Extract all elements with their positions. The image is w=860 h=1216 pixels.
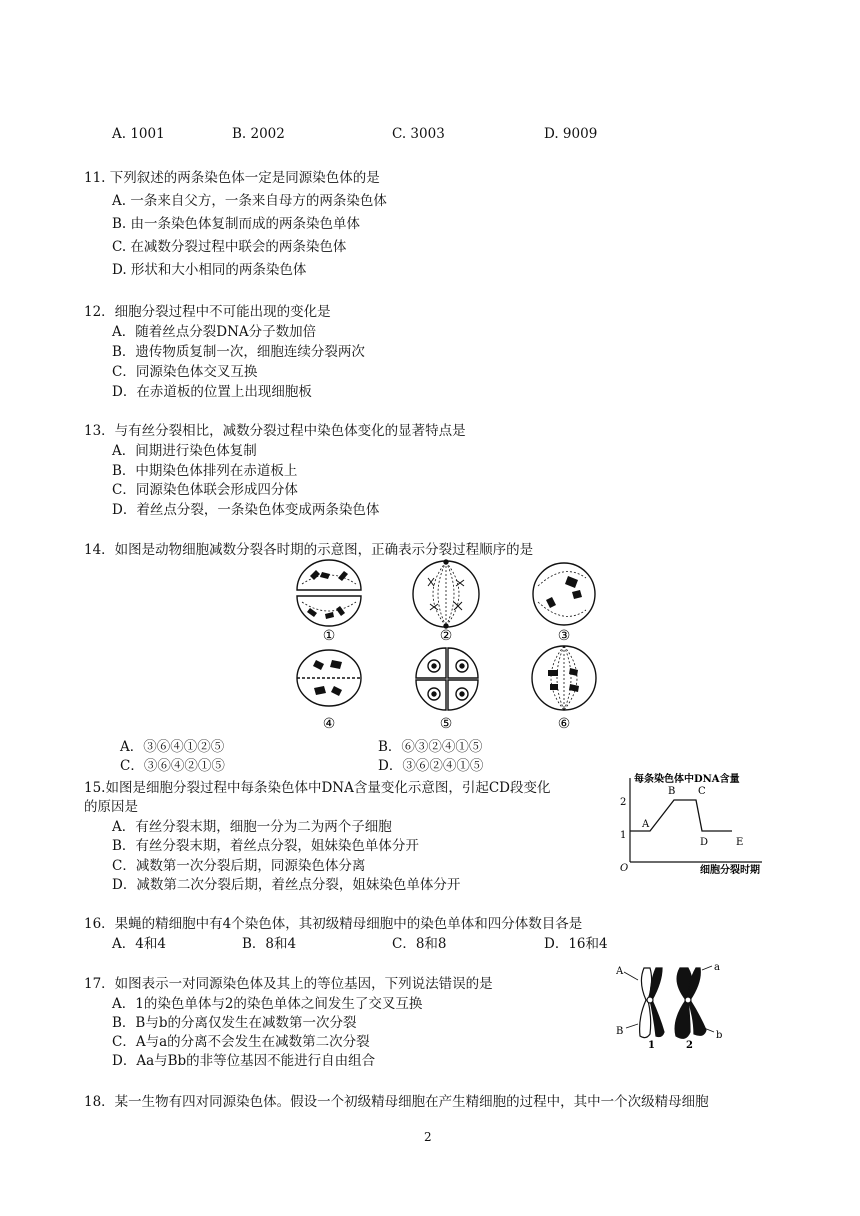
q10-option-c: C. 3003 <box>392 126 445 142</box>
cell-5-label: ⑤ <box>439 716 453 732</box>
q12-option-c: C．同源染色体交叉互换 <box>112 364 258 380</box>
chart-marks <box>630 786 743 848</box>
q13-stem: 13．与有丝分裂相比，减数分裂过程中染色体变化的显著特点是 <box>84 423 466 439</box>
q11-option-a: A. 一条来自父方，一条来自母方的两条染色体 <box>112 193 387 209</box>
homologous-chromosomes-figure <box>616 962 736 1050</box>
cell-4-label: ④ <box>322 716 336 732</box>
q14-stem: 14．如图是动物细胞减数分裂各时期的示意图，正确表示分裂过程顺序的是 <box>84 542 534 558</box>
q12-stem: 12．细胞分裂过程中不可能出现的变化是 <box>84 304 331 320</box>
gene-B-label: B <box>616 1026 624 1037</box>
chromosome-1-label: 1 <box>648 1040 655 1050</box>
q16-option-d: D．16和4 <box>544 936 608 952</box>
q14-option-a: A．③⑥④①②⑤ <box>120 739 225 755</box>
q18-stem: 18．某一生物有四对同源染色体。假设一个初级精母细胞在产生精细胞的过程中，其中一个次级精母细胞 <box>84 1094 709 1110</box>
q17-option-a: A．1的染色单体与2的染色单体之间发生了交叉互换 <box>112 996 423 1012</box>
chart-origin: O <box>620 863 629 874</box>
point-label-C: C <box>698 786 706 797</box>
cell-6-drawing <box>532 646 596 710</box>
chromosome-1 <box>640 968 664 1038</box>
dna-content-chart <box>612 770 792 882</box>
chromosome-2-label: 2 <box>686 1040 693 1050</box>
q16-option-c: C．8和8 <box>392 936 447 952</box>
q12-option-a: A．随着丝点分裂DNA分子数加倍 <box>112 324 317 340</box>
point-label-A: A <box>642 819 650 830</box>
q13-option-b: B．中期染色体排列在赤道板上 <box>112 463 298 479</box>
q10-option-d: D. 9009 <box>544 126 598 142</box>
q16-option-b: B．8和4 <box>242 936 297 952</box>
page-number: 2 <box>424 1130 432 1144</box>
q17-stem: 17．如图表示一对同源染色体及其上的等位基因，下列说法错误的是 <box>84 976 493 992</box>
cell-6-label: ⑥ <box>557 716 571 732</box>
point-label-B: B <box>668 786 676 797</box>
q11-option-b: B. 由一条染色体复制而成的两条染色单体 <box>112 216 361 232</box>
q12-option-d: D．在赤道板的位置上出现细胞板 <box>112 384 312 400</box>
cell-5-drawing <box>416 648 478 710</box>
q16-option-a: A．4和4 <box>112 936 166 952</box>
q16-stem: 16．果蝇的精细胞中有4个染色体，其初级精母细胞中的染色单体和四分体数目各是 <box>84 916 583 932</box>
q15-stem-line1: 15.如图是细胞分裂过程中每条染色体中DNA含量变化示意图，引起CD段变化 <box>84 780 551 796</box>
q14-option-d: D．③⑥②④①⑤ <box>378 758 484 774</box>
cell-division-figure <box>280 556 620 736</box>
q11-stem: 11. 下列叙述的两条染色体一定是同源染色体的是 <box>84 170 380 186</box>
q15-option-c: C．减数第一次分裂后期，同源染色体分离 <box>112 858 366 874</box>
cell-2-drawing <box>413 560 479 628</box>
cell-3-drawing <box>533 563 595 625</box>
q15-option-d: D．减数第二次分裂后期，着丝点分裂，姐妹染色单体分开 <box>112 877 461 893</box>
q17-option-c: C．A与a的分离不会发生在减数第二次分裂 <box>112 1034 370 1050</box>
q13-option-d: D．着丝点分裂，一条染色体变成两条染色体 <box>112 502 380 518</box>
q13-option-a: A．间期进行染色体复制 <box>112 443 257 459</box>
cell-3-label: ③ <box>557 628 571 644</box>
q14-option-c: C．③⑥④②①⑤ <box>120 758 225 774</box>
gene-b-label: b <box>716 1030 723 1041</box>
q11-option-c: C. 在减数分裂过程中联会的两条染色体 <box>112 239 347 255</box>
q15-option-a: A．有丝分裂末期，细胞一分为二为两个子细胞 <box>112 819 392 835</box>
q10-option-a: A. 1001 <box>112 126 165 142</box>
q15-stem-line2: 的原因是 <box>84 799 138 815</box>
point-label-E: E <box>736 837 744 848</box>
cell-1-drawing <box>297 560 361 626</box>
q12-option-b: B．遗传物质复制一次，细胞连续分裂两次 <box>112 344 365 360</box>
q10-option-b: B. 2002 <box>232 126 285 142</box>
cell-1-label: ① <box>322 628 336 644</box>
cell-2-label: ② <box>439 628 453 644</box>
q17-option-d: D．Aa与Bb的非等位基因不能进行自由组合 <box>112 1053 376 1069</box>
gene-a-label: a <box>714 962 720 973</box>
q14-option-b: B．⑥③②④①⑤ <box>378 739 483 755</box>
y-tick-2: 2 <box>620 797 627 808</box>
gene-A-label: A <box>616 966 624 977</box>
q11-option-d: D. 形状和大小相同的两条染色体 <box>112 262 307 278</box>
q13-option-c: C．同源染色体联会形成四分体 <box>112 482 298 498</box>
q15-option-b: B．有丝分裂末期，着丝点分裂，姐妹染色单体分开 <box>112 838 419 854</box>
chart-ylabel: 每条染色体中DNA含量 <box>634 774 740 785</box>
chromosome-2 <box>675 968 706 1038</box>
chart-xlabel: 细胞分裂时期 <box>700 865 760 876</box>
cell-4-drawing <box>297 650 361 706</box>
point-label-D: D <box>700 837 709 848</box>
q17-option-b: B．B与b的分离仅发生在减数第一次分裂 <box>112 1015 357 1031</box>
y-tick-1: 1 <box>620 830 627 841</box>
